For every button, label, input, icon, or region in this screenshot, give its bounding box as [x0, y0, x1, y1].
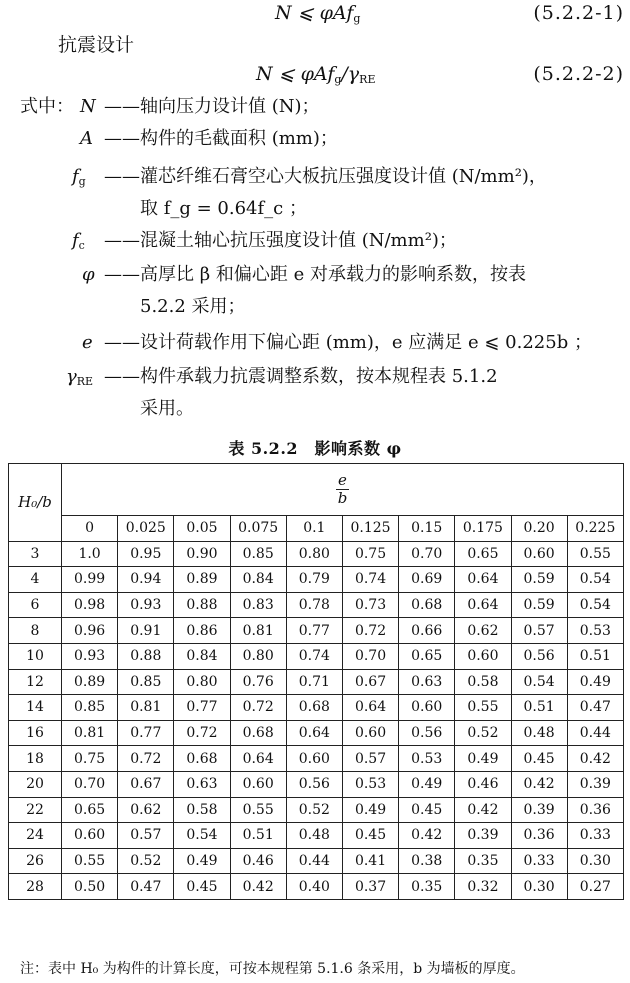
table-cell: 0.70 — [62, 771, 118, 797]
table-cell: 0.73 — [342, 592, 398, 618]
table-cell: 0.49 — [174, 848, 230, 874]
definition-symbol: $f_c$ — [72, 230, 85, 252]
table-row — [9, 541, 624, 567]
table-cell: 0.80 — [230, 643, 286, 669]
table-cell: 0.85 — [118, 669, 174, 695]
table-cell: 0.47 — [567, 695, 623, 721]
table-cell: 0.58 — [174, 797, 230, 823]
table-cell: 0.56 — [286, 771, 342, 797]
column-header: 0.15 — [399, 516, 455, 542]
table-cell: 0.77 — [286, 618, 342, 644]
table-cell: 0.55 — [62, 848, 118, 874]
table-cell: 0.74 — [342, 567, 398, 593]
table-cell: 0.69 — [399, 567, 455, 593]
table-cell: 0.48 — [286, 823, 342, 849]
table-cell: 0.54 — [511, 669, 567, 695]
table-cell: 0.64 — [230, 746, 286, 772]
table-cell: 0.60 — [455, 643, 511, 669]
table-cell: 0.65 — [455, 541, 511, 567]
table-cell: 0.45 — [342, 823, 398, 849]
column-header: 0.125 — [342, 516, 398, 542]
table-cell: 0.76 — [230, 669, 286, 695]
table-cell: 0.80 — [286, 541, 342, 567]
equation-formula: N ⩽ $\varphi Af_g/\gamma_{RE}$ — [256, 63, 376, 86]
column-header: 0.20 — [511, 516, 567, 542]
table-cell: 0.27 — [567, 874, 623, 900]
table-cell: 0.77 — [118, 720, 174, 746]
table-cell: 0.52 — [118, 848, 174, 874]
table-cell: 0.63 — [399, 669, 455, 695]
table-cell: 0.78 — [286, 592, 342, 618]
table-cell: 0.88 — [118, 643, 174, 669]
table-cell: 0.66 — [399, 618, 455, 644]
definition-symbol: φ — [82, 264, 95, 285]
table-cell: 0.81 — [62, 720, 118, 746]
coefficient-table — [8, 463, 624, 900]
definition-continuation: 取 f_g = 0.64f_c ； — [140, 198, 307, 219]
equation-number: (5.2.2-2) — [533, 63, 624, 85]
table-cell: 0.45 — [511, 746, 567, 772]
table-cell: 0.86 — [174, 618, 230, 644]
table-cell: 0.50 — [62, 874, 118, 900]
column-header-row — [9, 516, 624, 542]
table-cell: 0.40 — [286, 874, 342, 900]
table-cell: 0.62 — [118, 797, 174, 823]
table-cell: 0.54 — [567, 592, 623, 618]
table-cell: 0.75 — [62, 746, 118, 772]
definition-text: ——混凝土轴心抗压强度设计值 (N/mm²)； — [104, 230, 457, 251]
table-cell: 0.68 — [174, 746, 230, 772]
row-header: 24 — [9, 823, 62, 849]
table-cell: 0.81 — [118, 695, 174, 721]
table-cell: 0.64 — [455, 567, 511, 593]
table-row — [9, 823, 624, 849]
table-cell: 0.79 — [286, 567, 342, 593]
table-cell: 0.70 — [399, 541, 455, 567]
column-group-header — [62, 464, 624, 516]
row-header: 16 — [9, 720, 62, 746]
column-header: 0.05 — [174, 516, 230, 542]
table-cell: 0.49 — [399, 771, 455, 797]
table-cell: 0.57 — [511, 618, 567, 644]
table-cell: 0.63 — [174, 771, 230, 797]
table-cell: 0.71 — [286, 669, 342, 695]
table-cell: 1.0 — [62, 541, 118, 567]
definition-continuation: 5.2.2 采用； — [140, 296, 246, 317]
definition-text: ——高厚比 β 和偏心距 e 对承载力的影响系数，按表 — [104, 264, 526, 285]
table-cell: 0.46 — [230, 848, 286, 874]
table-cell: 0.89 — [174, 567, 230, 593]
table-cell: 0.42 — [230, 874, 286, 900]
table-cell: 0.46 — [455, 771, 511, 797]
section-heading: 抗震设计 — [58, 34, 135, 56]
table-cell: 0.53 — [567, 618, 623, 644]
row-header: 20 — [9, 771, 62, 797]
table-cell: 0.60 — [399, 695, 455, 721]
row-header: 8 — [9, 618, 62, 644]
table-row — [9, 771, 624, 797]
table-cell: 0.57 — [342, 746, 398, 772]
table-cell: 0.51 — [230, 823, 286, 849]
table-cell: 0.94 — [118, 567, 174, 593]
table-cell: 0.36 — [511, 823, 567, 849]
table-cell: 0.55 — [455, 695, 511, 721]
definition-symbol: N — [80, 96, 96, 117]
table-cell: 0.68 — [399, 592, 455, 618]
table-cell: 0.54 — [567, 567, 623, 593]
column-header: 0.175 — [455, 516, 511, 542]
table-cell: 0.54 — [174, 823, 230, 849]
table-row — [9, 874, 624, 900]
e-over-b-fraction: $\frac{e}{b}$ — [337, 471, 348, 507]
table-cell: 0.90 — [174, 541, 230, 567]
table-cell: 0.60 — [511, 541, 567, 567]
table-cell: 0.44 — [286, 848, 342, 874]
equation-number: (5.2.2-1) — [533, 2, 624, 24]
table-cell: 0.35 — [455, 848, 511, 874]
table-cell: 0.49 — [342, 797, 398, 823]
table-cell: 0.72 — [230, 695, 286, 721]
table-cell: 0.77 — [174, 695, 230, 721]
table-cell: 0.51 — [567, 643, 623, 669]
table-cell: 0.64 — [342, 695, 398, 721]
row-header: 14 — [9, 695, 62, 721]
table-cell: 0.85 — [62, 695, 118, 721]
table-cell: 0.42 — [455, 797, 511, 823]
table-cell: 0.68 — [230, 720, 286, 746]
table-cell: 0.93 — [118, 592, 174, 618]
table-cell: 0.57 — [118, 823, 174, 849]
table-cell: 0.60 — [286, 746, 342, 772]
table-cell: 0.55 — [567, 541, 623, 567]
table-cell: 0.91 — [118, 618, 174, 644]
table-cell: 0.39 — [567, 771, 623, 797]
row-header: 18 — [9, 746, 62, 772]
table-cell: 0.72 — [118, 746, 174, 772]
row-header: 4 — [9, 567, 62, 593]
table-cell: 0.89 — [62, 669, 118, 695]
definition-text: ——构件承载力抗震调整系数，按本规程表 5.1.2 — [104, 366, 498, 387]
table-cell: 0.74 — [286, 643, 342, 669]
table-cell: 0.42 — [511, 771, 567, 797]
table-cell: 0.49 — [455, 746, 511, 772]
definition-text: ——构件的毛截面积 (mm)； — [104, 128, 338, 149]
definition-continuation: 采用。 — [140, 398, 194, 419]
row-header: 6 — [9, 592, 62, 618]
table-cell: 0.56 — [511, 643, 567, 669]
table-cell: 0.83 — [230, 592, 286, 618]
table-cell: 0.39 — [511, 797, 567, 823]
table-cell: 0.39 — [455, 823, 511, 849]
table-cell: 0.33 — [567, 823, 623, 849]
row-header: 12 — [9, 669, 62, 695]
table-cell: 0.72 — [342, 618, 398, 644]
row-header: 26 — [9, 848, 62, 874]
table-cell: 0.75 — [342, 541, 398, 567]
table-cell: 0.37 — [342, 874, 398, 900]
table-cell: 0.64 — [286, 720, 342, 746]
table-row — [9, 746, 624, 772]
definition-text: ——轴向压力设计值 (N)； — [104, 96, 320, 117]
table-row — [9, 720, 624, 746]
table-row — [9, 643, 624, 669]
table-cell: 0.85 — [230, 541, 286, 567]
table-cell: 0.64 — [455, 592, 511, 618]
table-cell: 0.53 — [342, 771, 398, 797]
definition-text: ——灌芯纤维石膏空心大板抗压强度设计值 (N/mm²)， — [104, 166, 547, 187]
definition-symbol: $\gamma_{RE}$ — [66, 366, 94, 388]
table-cell: 0.56 — [399, 720, 455, 746]
table-note: 注：表中 H₀ 为构件的计算长度，可按本规程第 5.1.6 条采用，b 为墙板的厚度。 — [20, 961, 525, 977]
row-header: 22 — [9, 797, 62, 823]
table-cell: 0.45 — [399, 797, 455, 823]
row-header-label: H₀/b — [9, 464, 62, 542]
table-cell: 0.96 — [62, 618, 118, 644]
table-cell: 0.41 — [342, 848, 398, 874]
equation-5-2-2-1 — [0, 2, 630, 32]
table-cell: 0.72 — [174, 720, 230, 746]
definitions-intro: 式中： — [20, 96, 74, 117]
table-cell: 0.53 — [399, 746, 455, 772]
row-header: 28 — [9, 874, 62, 900]
table-cell: 0.59 — [511, 567, 567, 593]
table-cell: 0.51 — [511, 695, 567, 721]
table-cell: 0.45 — [174, 874, 230, 900]
table-cell: 0.42 — [567, 746, 623, 772]
table-cell: 0.70 — [342, 643, 398, 669]
row-header: 10 — [9, 643, 62, 669]
table-cell: 0.67 — [118, 771, 174, 797]
column-header: 0.1 — [286, 516, 342, 542]
column-header: 0 — [62, 516, 118, 542]
table-cell: 0.30 — [511, 874, 567, 900]
column-header: 0.225 — [567, 516, 623, 542]
table-cell: 0.44 — [567, 720, 623, 746]
table-cell: 0.98 — [62, 592, 118, 618]
table-cell: 0.68 — [286, 695, 342, 721]
table-cell: 0.81 — [230, 618, 286, 644]
table-cell: 0.58 — [455, 669, 511, 695]
table-row — [9, 618, 624, 644]
table-cell: 0.67 — [342, 669, 398, 695]
table-caption: 表 5.2.2 影响系数 φ — [228, 439, 402, 458]
table-cell: 0.93 — [62, 643, 118, 669]
table-row — [9, 695, 624, 721]
table-cell: 0.99 — [62, 567, 118, 593]
table-cell: 0.49 — [567, 669, 623, 695]
table-cell: 0.30 — [567, 848, 623, 874]
table-cell: 0.88 — [174, 592, 230, 618]
table-cell: 0.84 — [174, 643, 230, 669]
table-cell: 0.84 — [230, 567, 286, 593]
table-cell: 0.60 — [62, 823, 118, 849]
table-cell: 0.33 — [511, 848, 567, 874]
table-cell: 0.35 — [399, 874, 455, 900]
table-cell: 0.80 — [174, 669, 230, 695]
table-cell: 0.62 — [455, 618, 511, 644]
table-cell: 0.47 — [118, 874, 174, 900]
definition-symbol: A — [80, 128, 93, 149]
table-row — [9, 848, 624, 874]
table-cell: 0.60 — [342, 720, 398, 746]
row-header: 3 — [9, 541, 62, 567]
column-header: 0.075 — [230, 516, 286, 542]
table-cell: 0.55 — [230, 797, 286, 823]
table-cell: 0.52 — [286, 797, 342, 823]
table-cell: 0.48 — [511, 720, 567, 746]
table-row — [9, 797, 624, 823]
table-row — [9, 669, 624, 695]
table-row — [9, 567, 624, 593]
table-cell: 0.32 — [455, 874, 511, 900]
definition-symbol: e — [82, 332, 93, 353]
table-cell: 0.36 — [567, 797, 623, 823]
definition-symbol: $f_g$ — [72, 166, 86, 188]
table-cell: 0.52 — [455, 720, 511, 746]
table-cell: 0.59 — [511, 592, 567, 618]
definition-text: ——设计荷载作用下偏心距 (mm)，e 应满足 e ⩽ 0.225b ； — [104, 332, 592, 353]
table-cell: 0.95 — [118, 541, 174, 567]
column-header: 0.025 — [118, 516, 174, 542]
equation-5-2-2-2 — [0, 63, 630, 93]
table-cell: 0.42 — [399, 823, 455, 849]
table-cell: 0.65 — [399, 643, 455, 669]
equation-formula: N ⩽ φAf$_g$ — [275, 2, 361, 25]
table-cell: 0.60 — [230, 771, 286, 797]
table-cell: 0.65 — [62, 797, 118, 823]
table-row — [9, 592, 624, 618]
table-cell: 0.38 — [399, 848, 455, 874]
